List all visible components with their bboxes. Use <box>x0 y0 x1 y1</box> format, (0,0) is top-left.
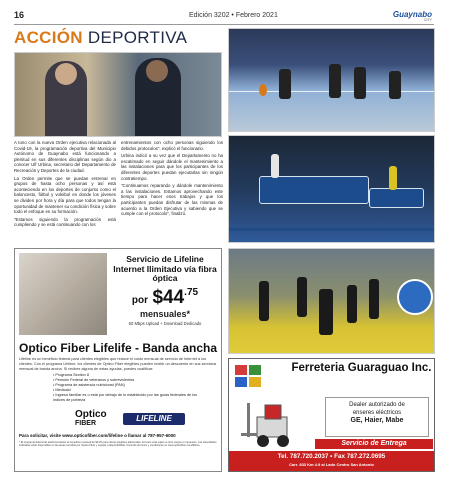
address: Carr. 833 Km 4.9 al Lado Centro San Antonio <box>289 462 374 467</box>
lifeline-price <box>111 287 219 309</box>
player-figure <box>354 67 366 99</box>
list-item: • Programa Section 8 <box>53 373 203 378</box>
phone-fax[interactable]: Tel. 787.720.2037 • Fax 787.272.0695 <box>277 453 386 460</box>
article-column-1 <box>14 140 116 230</box>
lifeline-ad <box>14 248 222 472</box>
contact-bar <box>229 451 434 471</box>
list-item: • Medicaid <box>53 388 203 393</box>
edition-label: Edición 3202 • Febrero 2021 <box>189 12 278 19</box>
ferreteria-logo-icon <box>235 365 265 389</box>
dealer-box <box>325 397 429 437</box>
lifeline-fine-print: * El programa federal de telefonía básica se beneficia mensual de $9.25 para cliente elegibles adicionales. El costo está sujeto a otros cargos e impuestos. Las velocidades indicadas están disponibles en las áreas servidas por Optico Fiber y sujetas a disponibilidad. Consulte términos y condiciones en www.opticofiber.com/lifeline. <box>19 441 217 448</box>
list-item: • Pensión Federal de veteranos y sobrevivientes <box>53 378 203 383</box>
dealer-brands: GE, Haier, Mabe <box>350 417 404 424</box>
pingpong-table <box>369 188 424 208</box>
section-title <box>14 28 187 48</box>
price-amount: $44 <box>152 287 185 308</box>
ferreteria-ad <box>228 358 435 472</box>
lifeline-tag: LIFELINE <box>123 413 185 425</box>
optico-logo <box>75 410 107 428</box>
page-header <box>14 10 434 24</box>
header-rule <box>14 24 434 25</box>
delivery-service-banner: Servicio de Entrega <box>315 439 433 449</box>
player-figure <box>271 154 279 178</box>
photo-coach-masks <box>14 52 222 137</box>
article-paragraph: "Estamos siguiendo la programación está cumpliendo y se está continuando con los <box>14 216 116 228</box>
lifeline-title: Optico Fiber Lifelife - Banda ancha <box>19 341 218 355</box>
page-number: 16 <box>14 10 25 20</box>
price-prefix: por <box>131 295 149 306</box>
guaynabo-seal-icon <box>397 279 433 315</box>
player-figure <box>329 64 341 98</box>
section-title-rest: DEPORTIVA <box>82 28 188 47</box>
ferreteria-title: Ferreteria Guaraguao Inc. <box>291 362 432 374</box>
dealer-line: enseres eléctricos <box>352 410 402 416</box>
ball-figure <box>259 84 267 96</box>
article-paragraph: La Orden permite que se puedan entrenar en grupos de hasta ocho personas y así está aconteciendo en los deportes de conjunto como el baloncesto, fútbol y voleibol en donde los jóvenes se dividen por hora y día para que todos tengan la oportunidad de mantener su condición física y sobre todo el enfoque en su formación. <box>14 175 116 215</box>
person-head <box>146 60 168 82</box>
price-period: mensuales* <box>139 309 191 319</box>
article-paragraph: entrenamientos con ocho personas siguiendo los debidos protocolos", explicó el funcionario. <box>121 140 223 151</box>
list-item: • Programa de asistencia nutricional (PAN) <box>53 383 203 388</box>
article-paragraph: Urbina indicó a su vez que el Departamento no ha escatimado en seguir dándole el mantenimiento a las instalaciones para que los participantes de los diferentes deportes puedan ejecutarlas sin ningún contratiempo. <box>121 153 223 181</box>
player-figure <box>279 69 291 99</box>
article-paragraph: A tono con la nueva Orden ejecutiva relacionada al Covid-19, la programación deportiva del Municipio Autónomo de Guaynabo está funcionando a plenitud en sus diferentes disciplinas según dio a conocer Ulf Urbina, secretario del Departamento de Recreación y Deportes de la ciudad. <box>14 140 116 173</box>
player-figure <box>319 289 333 335</box>
court-banner <box>229 228 435 231</box>
forklift-icon <box>239 399 309 449</box>
player-figure <box>347 285 357 323</box>
player-figure <box>389 71 401 99</box>
player-figure <box>389 166 397 190</box>
section-title-accent: ACCIÓN <box>14 28 83 47</box>
player-figure <box>259 281 269 321</box>
optico-brand <box>75 410 215 430</box>
article-column-2 <box>121 140 223 219</box>
dealer-line: Dealer autorizado de <box>349 402 405 408</box>
guaynabo-logo: Guaynabo <box>392 10 432 19</box>
list-item: • Ingreso familiar es o está por debajo de lo establecido por las guías federales de los índices de pobreza <box>53 393 203 403</box>
player-figure <box>297 277 307 317</box>
optico-logo-text: Optico <box>75 409 107 420</box>
pingpong-table <box>259 176 369 204</box>
lifeline-headline: Servicio de Lifeline Internet Ilimitado vía fibra óptica <box>113 254 217 283</box>
optico-logo-sub: FIBER <box>75 420 96 427</box>
guaynabo-logo-sub: CITY <box>424 18 432 22</box>
price-cents: .75 <box>184 287 199 298</box>
photo-table-tennis <box>228 135 435 243</box>
photo-basketball-practice <box>228 28 435 132</box>
lifeline-body: Lifeline es un beneficio federal para clientes elegibles que reduce el costo mensual de servicio de Internet a los clientes. Con el programa Lifeline, los clientes de Optico Fiber elegibles pueden recibir un descuento en sus servicios mensual de banda ancha. Si recibes alguna de estas ayudas, puedes cualificar: <box>19 357 217 371</box>
article-paragraph: "Continuamos reparando y dándole mantenimiento a las instalaciones. Estamos aprovechando este tiempo para hacer esos trabajos y que los participantes puedan disfrutar de las mismas de acuerdo a la Orden Ejecutiva y sabiendo que se cumple con el protocolo", finalizó. <box>121 183 223 217</box>
person-head <box>55 63 77 85</box>
speed-note: 50 Mbps Upload + Download Dedicado <box>128 321 202 326</box>
eligibility-list <box>53 373 203 403</box>
lifeline-url[interactable]: Para solicitar, visite www.opticofiber.com/lifeline o llamar al 787-957-6000 <box>19 433 176 438</box>
player-figure <box>369 279 379 319</box>
photo-volleyball <box>228 248 435 354</box>
lifeline-ad-photo <box>19 253 107 335</box>
